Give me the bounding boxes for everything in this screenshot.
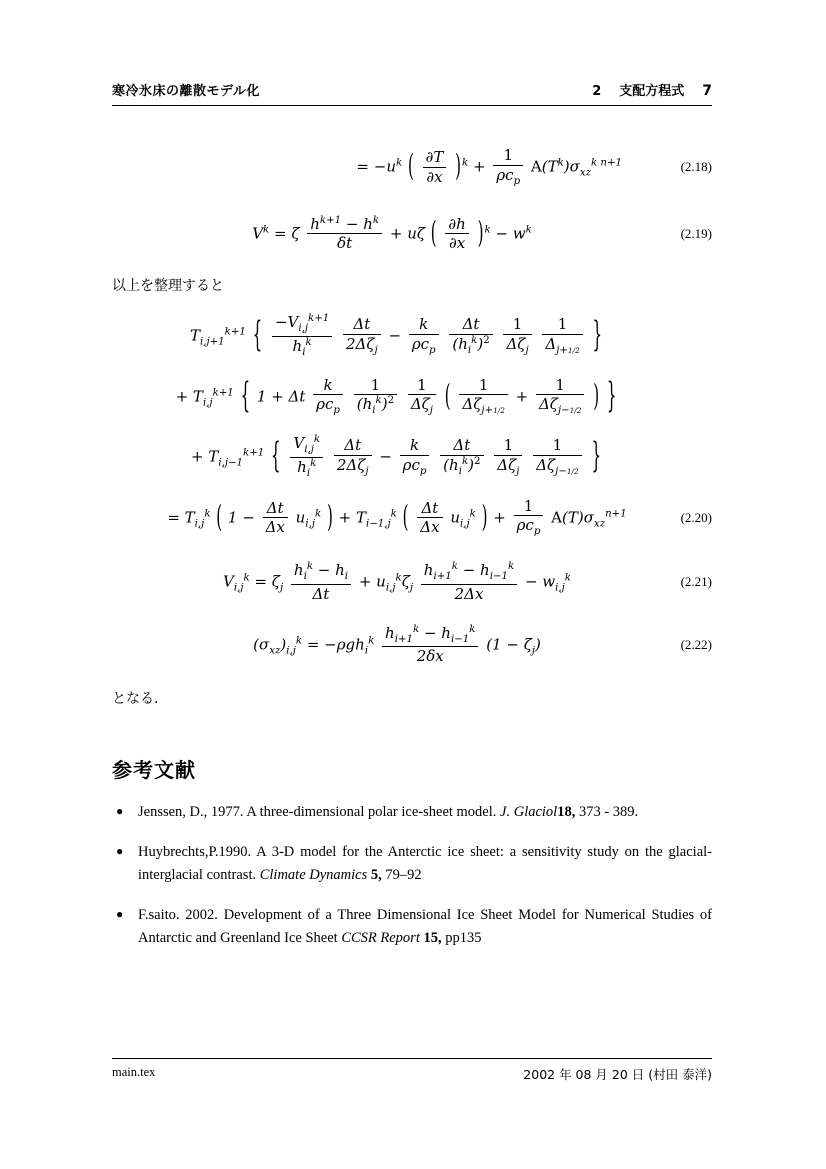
equation-2-20-line-3: + $T_{i,j-1}^{k+1}$ { $\frac{V_{i,j}^k}{h_i^k}$ $\frac{\Delta t}{2\Delta\zeta_j}$ − $\frac{k}{\rho c_p}$ $\frac{\Delta t}{(h_i^k)^2}$ $\frac{1}{\Delta\zeta_j}$ $\frac{1}{\Delta\zeta_{j-1/2}}$ } [191,434,601,479]
footer-filename: main.tex [112,1065,156,1079]
reference-title: A 3-D model for the Anterctic ice sheet: a sensitivity study on the glacial-interglacial contrast. [138,844,713,883]
reference-author: Huybrechts,P.1990. [138,844,252,861]
bullet-icon: ● [116,804,124,818]
page-content [112,80,712,967]
page-number: 7 [702,83,712,99]
reference-author: Jenssen, D., 1977. [138,804,244,820]
equation-2-22 [112,624,712,667]
equation-tag-2-22: (2.22) [680,636,712,652]
intro-paragraph: 以上を整理すると [112,278,224,294]
header-document-title: 寒冷氷床の離散モデル化 [112,84,260,99]
reference-volume: 18, [557,804,576,820]
closing-paragraph: となる. [112,691,159,707]
references-heading: 参考文献 [112,758,196,782]
equation-tag-2-18: (2.18) [680,159,712,175]
reference-pages: pp135 [445,929,482,946]
equation-tag-2-20: (2.20) [680,509,712,525]
equation-2-20 [112,313,712,539]
equation-2-19-math: $V^k = \zeta$ $\frac{h^{k+1} - h^k}{\delta t}$ + uζ ( $\frac{\partial h}{\partial x}$ )$^k - w^k$ [252,214,532,253]
reference-title: Development of a Three Dimensional Ice Sheet Model for Numerical Studies of Antarctic and Greenland Ice Sheet [138,907,712,946]
reference-pages: 79–92 [385,866,422,883]
bullet-icon: ● [116,844,124,859]
equation-2-20-line-4: = $T_{i,j}^k$ ( 1 − $\frac{\Delta t}{\Delta x}$ $u_{i,j}^k$ ) + $T_{i-1,j}^k$ ( $\frac{\Delta t}{\Delta x}$ $u_{i,j}^k$ ) + $\frac{1}{\rho c_p}$ $A(T)\sigma_{xz}^{n+1}$ (2.20) [167,496,712,538]
equation-2-20-line-2: + $T_{i,j}^{k+1}$ { 1 + Δt $\frac{k}{\rho c_p}$ $\frac{1}{(h_i^k)^2}$ $\frac{1}{\Delta\zeta_j}$ ( $\frac{1}{\Delta\zeta_{j+1/2}}$ + $\frac{1}{\Delta\zeta_{j-1/2}}$ ) } [175,374,617,417]
reference-volume: 5, [370,866,382,883]
reference-title: A three-dimensional polar ice-sheet model. [246,804,497,820]
equation-tag-2-19: (2.19) [680,225,712,241]
equation-2-21 [112,561,712,604]
reference-journal: Climate Dynamics [259,866,368,883]
equation-2-18 [112,146,712,189]
reference-journal: CCSR Report [341,929,420,946]
equation-2-22-math: $(\sigma_{xz})_{i,j}^k = -\rho gh_i^k$ $\frac{h_{i+1}^k - h_{i-1}^k}{2\delta x}$ $(1 - \zeta_j)$ [253,623,541,666]
reference-author: F.saito. 2002. [138,907,218,924]
list-item [112,904,712,949]
equation-2-21-math: $V_{i,j}^k = \zeta_j$ $\frac{h_i^k - h_i}{\Delta t}$ + $u_{i,j}^k\zeta_j$ $\frac{h_{i+1}^k - h_{i-1}^k}{2\Delta x}$ − $w_{i,j}^k$ [223,561,571,603]
header-section-title: 支配方程式 [619,84,685,99]
equation-tag-2-21: (2.21) [680,574,712,590]
equation-2-18-math: = $-u^k$ ( $\frac{\partial T}{\partial x}$ )$^k$ + $\frac{1}{\rho c_p}$ $A(T^k)\sigma_{xz}^{k n+1}$ [356,146,622,187]
references-list [112,801,712,949]
footer-date-author: 2002 年 08 月 20 日 (村田 泰洋) [523,1067,712,1082]
list-item [112,801,712,823]
bullet-icon: ● [116,907,124,922]
list-item [112,841,712,886]
reference-journal: J. Glaciol [500,804,558,820]
reference-pages: 373 - 389. [578,804,639,820]
header-section-info [592,80,712,99]
equation-2-20-line-1: $T_{i,j+1}^{k+1}$ { $\frac{-V_{i,j}^{k+1}}{h_i^k}$ $\frac{\Delta t}{2\Delta\zeta_j}$ − $\frac{k}{\rho c_p}$ $\frac{\Delta t}{(h_i^k)^2}$ $\frac{1}{\Delta\zeta_j}$ $\frac{1}{\Delta_{j+1/2}}$ } [189,313,603,358]
reference-volume: 15, [423,929,442,946]
page-header [112,80,712,106]
page-footer [112,1058,712,1083]
equation-2-19 [112,215,712,254]
header-section-number: 2 [592,84,602,99]
